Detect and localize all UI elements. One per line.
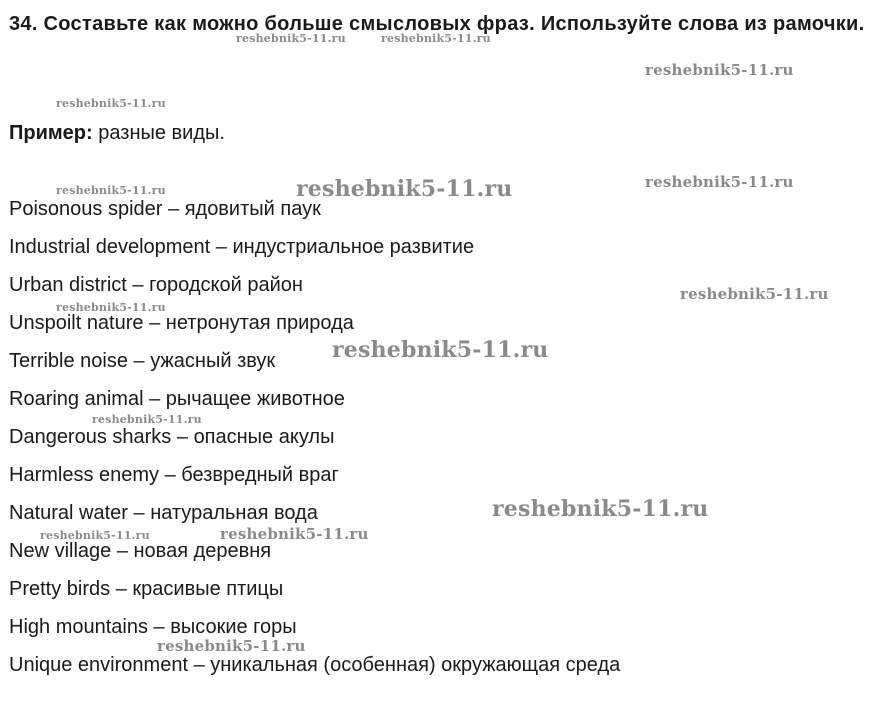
phrase-dash: – bbox=[164, 464, 176, 486]
phrase-list bbox=[9, 196, 620, 690]
watermark: reshebnik5-11.ru bbox=[381, 32, 491, 45]
watermark: reshebnik5-11.ru bbox=[40, 529, 150, 542]
phrase-item bbox=[9, 234, 620, 260]
phrase-russian: нетронутая природа bbox=[165, 312, 354, 334]
phrase-item bbox=[9, 614, 620, 640]
phrase-dash: – bbox=[115, 578, 127, 600]
phrase-dash: – bbox=[133, 502, 145, 524]
phrase-item bbox=[9, 386, 620, 412]
watermark: reshebnik5-11.ru bbox=[220, 525, 369, 543]
phrase-russian: новая деревня bbox=[133, 540, 272, 562]
phrase-russian: уникальная (особенная) окружающая среда bbox=[210, 654, 621, 676]
watermark: reshebnik5-11.ru bbox=[56, 97, 166, 110]
phrase-russian: индустриальное развитие bbox=[232, 236, 475, 258]
phrase-english: Harmless enemy bbox=[9, 464, 160, 486]
phrase-english: Urban district bbox=[9, 274, 127, 296]
phrase-english: Pretty birds bbox=[9, 578, 111, 600]
phrase-english: Industrial development bbox=[9, 236, 211, 258]
phrase-dash: – bbox=[133, 350, 145, 372]
phrase-english: Unspoilt nature bbox=[9, 312, 144, 334]
phrase-russian: безвредный враг bbox=[181, 464, 339, 486]
phrase-russian: опасные акулы bbox=[193, 426, 335, 448]
phrase-russian: высокие горы bbox=[170, 616, 297, 638]
watermark: reshebnik5-11.ru bbox=[645, 61, 794, 79]
phrase-english: New village bbox=[9, 540, 112, 562]
watermark: reshebnik5-11.ru bbox=[680, 285, 829, 303]
phrase-english: Natural water bbox=[9, 502, 128, 524]
watermark: reshebnik5-11.ru bbox=[92, 413, 202, 426]
phrase-item bbox=[9, 652, 620, 678]
phrase-dash: – bbox=[215, 236, 227, 258]
task-title: 34. Составьте как можно больше смысловых фраз. Используйте слова из рамочки. bbox=[9, 13, 865, 35]
phrase-item bbox=[9, 576, 620, 602]
phrase-english: Dangerous sharks bbox=[9, 426, 172, 448]
watermark: reshebnik5-11.ru bbox=[56, 184, 166, 197]
phrase-item bbox=[9, 424, 620, 450]
phrase-dash: – bbox=[168, 198, 180, 220]
example-label: Пример: bbox=[9, 122, 93, 144]
watermark: reshebnik5-11.ru bbox=[332, 337, 549, 363]
watermark: reshebnik5-11.ru bbox=[645, 173, 794, 191]
example-line bbox=[9, 120, 225, 146]
phrase-russian: городской район bbox=[149, 274, 303, 296]
phrase-english: Poisonous spider bbox=[9, 198, 163, 220]
phrase-dash: – bbox=[116, 540, 128, 562]
phrase-russian: натуральная вода bbox=[150, 502, 318, 524]
phrase-russian: ядовитый паук bbox=[184, 198, 321, 220]
watermark: reshebnik5-11.ru bbox=[236, 32, 346, 45]
phrase-item bbox=[9, 272, 620, 298]
phrase-english: High mountains bbox=[9, 616, 148, 638]
phrase-dash: – bbox=[132, 274, 144, 296]
phrase-english: Roaring animal bbox=[9, 388, 144, 410]
phrase-dash: – bbox=[176, 426, 188, 448]
phrase-english: Terrible noise bbox=[9, 350, 128, 372]
example-text: разные виды. bbox=[98, 122, 225, 144]
phrase-dash: – bbox=[149, 388, 161, 410]
watermark: reshebnik5-11.ru bbox=[296, 176, 513, 202]
phrase-english: Unique environment bbox=[9, 654, 188, 676]
phrase-russian: красивые птицы bbox=[132, 578, 284, 600]
phrase-item bbox=[9, 462, 620, 488]
watermark: reshebnik5-11.ru bbox=[56, 301, 166, 314]
phrase-dash: – bbox=[149, 312, 161, 334]
phrase-russian: ужасный звук bbox=[150, 350, 276, 372]
watermark: reshebnik5-11.ru bbox=[157, 637, 306, 655]
phrase-dash: – bbox=[153, 616, 165, 638]
phrase-russian: рычащее животное bbox=[165, 388, 345, 410]
phrase-dash: – bbox=[193, 654, 205, 676]
watermark: reshebnik5-11.ru bbox=[492, 496, 709, 522]
